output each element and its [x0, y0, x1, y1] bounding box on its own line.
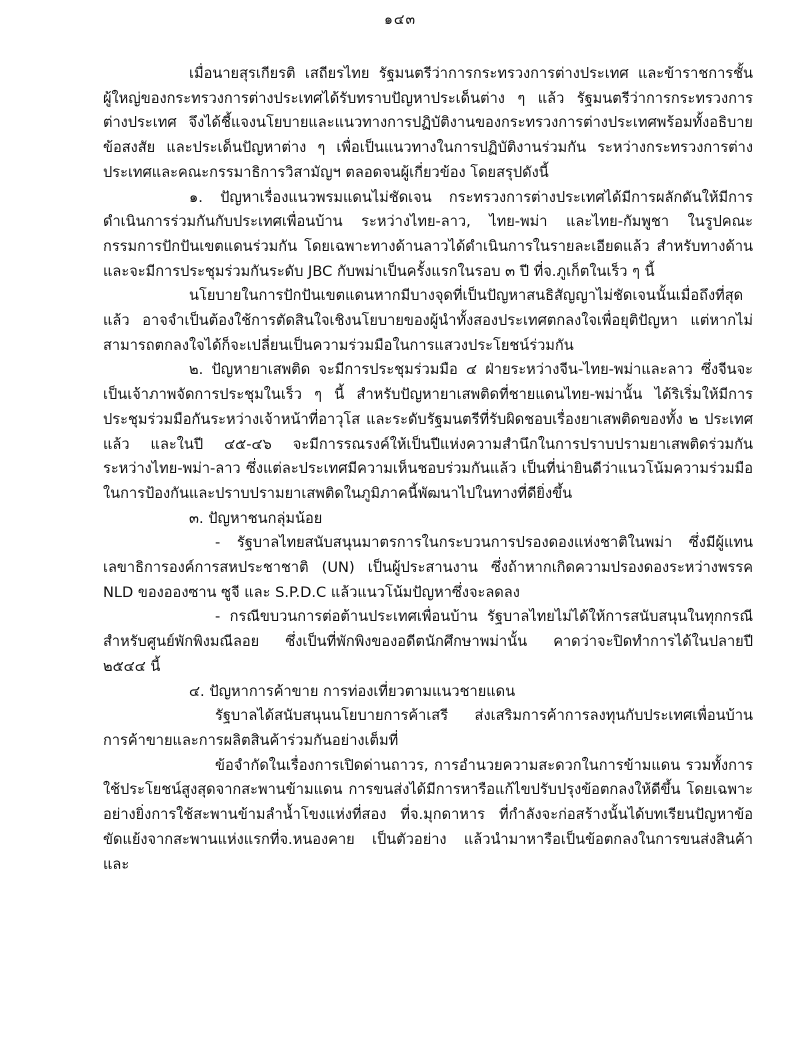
item-3-heading: ๓. ปัญหาชนกลุ่มน้อย: [189, 509, 323, 527]
item-2-drugs-paragraph: ๒. ปัญหายาเสพติด จะมีการประชุมร่วมมือ ๔ ฝ่ายระหว่างจีน-ไทย-พม่าและลาว ซึ่งจีนจะเป็นเจ้าภาพจัดการประชุมในเร็ว ๆ นี้ สำหรับปัญหายาเสพติดที่ชายแดนไทย-พม่านั้น ได้ริเริ่มให้มีการประชุมร่วมมือกันระหว่างเจ้าหน้าที่อาวุโส และระดับรัฐมนตรีที่รับผิดชอบเรื่องยาเสพติดของทั้ง ๒ ประเทศแล้ว และในปี ๔๕-๔๖ จะมีการรณรงค์ให้เป็นปีแห่งความสำนึกในการปราบปรามยาเสพติดร่วมกัน ระหว่างไทย-พม่า-ลาว ซึ่งแต่ละประเทศมีความเห็นชอบร่วมกันแล้ว เป็นที่น่ายินดีว่าแนวโน้มความร่วมมือในการป้องกันและปราบปรามยาเสพติดในภูมิภาคนี้พัฒนาไปในทางที่ดียิ่งขึ้น: [103, 361, 753, 502]
item-3-reconciliation-paragraph: - รัฐบาลไทยสนับสนุนมาตรการในกระบวนการปรองดองแห่งชาติในพม่า ซึ่งมีผู้แทนเลขาธิการองค์การสหประชาชาติ (UN) เป็นผู้ประสานงาน ซึ่งถ้าหากเกิดความปรองดองระหว่างพรรค NLD ของอองซาน ซูจี และ S.P.D.C แล้วแนวโน้มปัญหาซึ่งจะลดลง: [103, 534, 753, 601]
page-number: ๑๔๓: [383, 12, 417, 28]
intro-paragraph: เมื่อนายสุรเกียรติ เสถียรไทย รัฐมนตรีว่าการกระทรวงการต่างประเทศ และข้าราชการชั้นผู้ใหญ่ของกระทรวงการต่างประเทศได้รับทราบปัญหาประเด็นต่าง ๆ แล้ว รัฐมนตรีว่าการกระทรวงการต่างประเทศ จึงได้ชี้แจงนโยบายและแนวทางการปฏิบัติงานของกระทรวงการต่างประเทศพร้อมทั้งอธิบายข้อสงสัย และประเด็นปัญหาต่าง ๆ เพื่อเป็นแนวทางในการปฏิบัติงานร่วมกัน ระหว่างกระทรวงการต่างประเทศและคณะกรรมาธิการวิสามัญฯ ตลอดจนผู้เกี่ยวข้อง โดยสรุปดังนี้: [103, 65, 753, 181]
document-body: [103, 62, 753, 877]
item-4-heading: ๔. ปัญหาการค้าขาย การท่องเที่ยวตามแนวชายแดน: [189, 682, 516, 700]
item-1-policy-paragraph: นโยบายในการปักปันเขตแดนหากมีบางจุดที่เป็นปัญหาสนธิสัญญาไม่ชัดเจนนั้นเมื่อถึงที่สุดแล้ว อาจจำเป็นต้องใช้การตัดสินใจเชิงนโยบายของผู้นำทั้งสองประเทศตกลงใจเพื่อยุติปัญหา แต่หากไม่สามารถตกลงใจได้ก็จะเปลี่ยนเป็นความร่วมมือในการแสวงประโยชน์ร่วมกัน: [103, 287, 753, 354]
item-4-free-trade-paragraph: รัฐบาลได้สนับสนุนนโยบายการค้าเสรี ส่งเสริมการค้าการลงทุนกับประเทศเพื่อนบ้านการค้าขายและการผลิตสินค้าร่วมกันอย่างเต็มที่: [103, 707, 753, 749]
item-1-border-paragraph: ๑. ปัญหาเรื่องแนวพรมแดนไม่ชัดเจน กระทรวงการต่างประเทศได้มีการผลักดันให้มีการดำเนินการร่วมกันกับประเทศเพื่อนบ้าน ระหว่างไทย-ลาว, ไทย-พม่า และไทย-กัมพูชา ในรูปคณะกรรมการปักปันเขตแดนร่วมกัน โดยเฉพาะทางด้านลาวได้ดำเนินการในรายละเอียดแล้ว สำหรับทางด้านและจะมีการประชุมร่วมกันระดับ JBC กับพม่าเป็นครั้งแรกในรอบ ๓ ปี ที่จ.ภูเก็ตในเร็ว ๆ นี้: [103, 188, 753, 280]
item-4-border-crossing-paragraph: ข้อจำกัดในเรื่องการเปิดด่านถาวร, การอำนวยความสะดวกในการข้ามแดน รวมทั้งการใช้ประโยชน์สูงสุดจากสะพานข้ามแดน การขนส่งได้มีการหารือแก้ไขปรับปรุงข้อตกลงให้ดีขึ้น โดยเฉพาะอย่างยิ่งการใช้สะพานข้ามลำน้ำโขงแห่งที่สอง ที่จ.มุกดาหาร ที่กำลังจะก่อสร้างนั้นได้บทเรียนปัญหาข้อขัดแย้งจากสะพานแห่งแรกที่จ.หนองคาย เป็นตัวอย่าง แล้วนำมาหารือเป็นข้อตกลงในการขนส่งสินค้าและ: [103, 756, 753, 873]
item-3-refugee-camp-paragraph: - กรณีขบวนการต่อต้านประเทศเพื่อนบ้าน รัฐบาลไทยไม่ได้ให้การสนับสนุนในทุกกรณี สำหรับศูนย์พักพิงมณีลอย ซึ่งเป็นที่พักพิงของอดีตนักศึกษาพม่านั้น คาดว่าจะปิดทำการได้ในปลายปี ๒๕๔๔ นี้: [103, 608, 753, 675]
